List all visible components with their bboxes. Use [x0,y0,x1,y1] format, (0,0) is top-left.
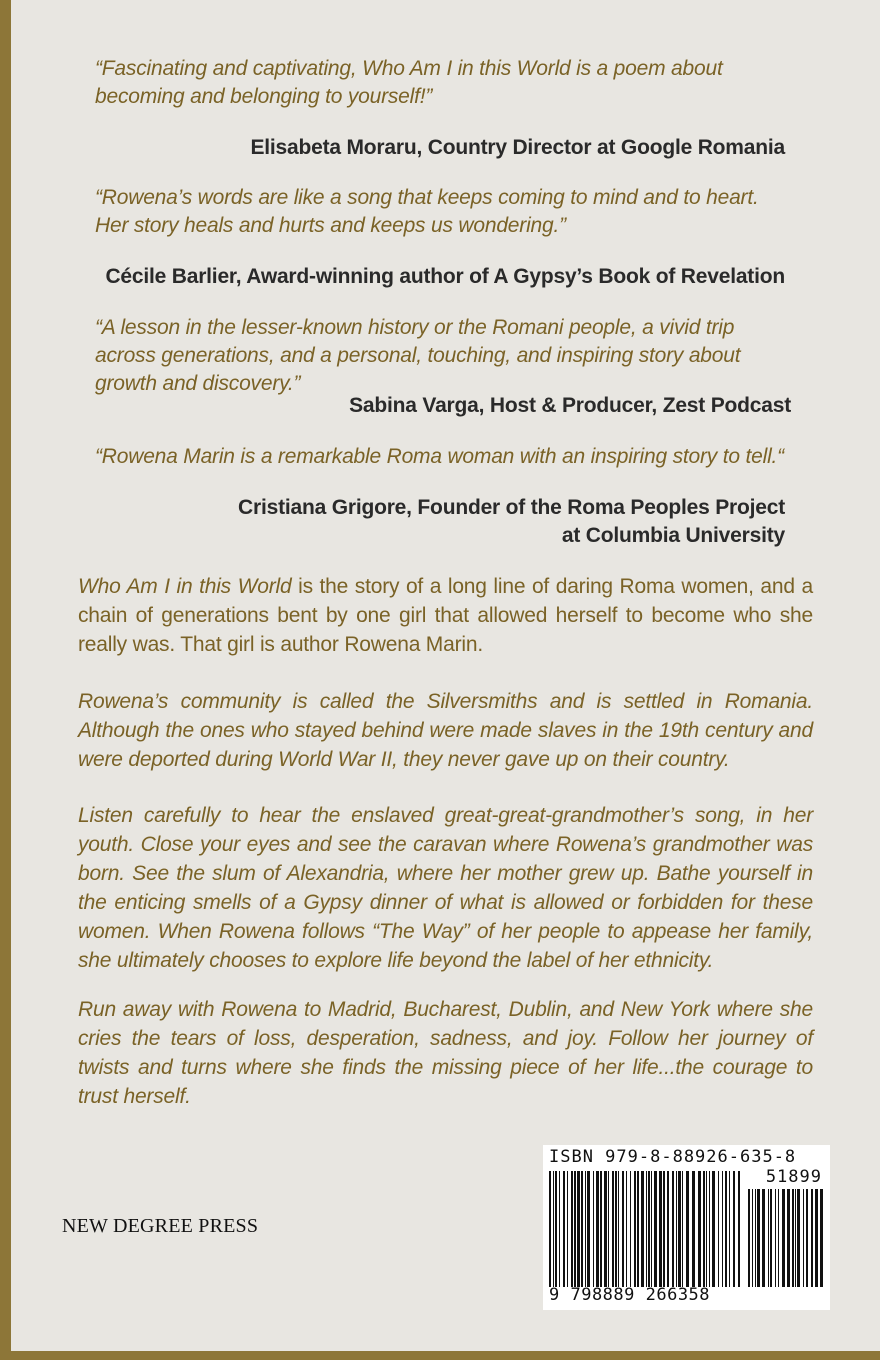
barcode-bar [733,1171,735,1287]
barcode-bar [637,1171,639,1287]
barcode-bar [622,1171,624,1287]
blurb-paragraph-1 [78,572,813,659]
barcode-bar [608,1171,609,1287]
barcode-bar [659,1171,662,1287]
ean-digits: 9 798889 266358 [549,1285,711,1305]
barcode-bar [748,1189,750,1287]
barcode-bar [663,1171,665,1287]
barcode-bar [797,1189,800,1287]
barcode-bar [768,1189,769,1287]
barcode-bar [787,1189,790,1287]
barcode-bar [626,1171,627,1287]
barcode-bar [559,1171,560,1287]
barcode-bar [553,1171,554,1287]
barcode-bar [577,1171,580,1287]
barcode-bar [612,1171,614,1287]
barcode-bar [587,1171,590,1287]
barcode-bar [795,1189,796,1287]
barcode-bar [574,1171,576,1287]
barcode-bar [630,1171,631,1287]
barcode-bar [672,1171,674,1287]
book-title-reference: Who Am I in this World [78,575,292,598]
barcode-bar [571,1171,573,1287]
barcode-bar [646,1171,647,1287]
barcode-bar [634,1171,636,1287]
barcode-bar [604,1171,607,1287]
barcode-bar [648,1171,650,1287]
blurb-paragraph-1-text: is the story of a long line of daring Roma women, and a chain of generations bent by one girl that allowed herself to become who she really was. That girl is author Rowena Marin. [78,575,813,656]
barcode-bar [820,1189,823,1287]
barcode-bar [775,1189,776,1287]
price-code-label: 51899 [765,1167,822,1187]
barcode-bar [806,1189,808,1287]
barcode-bar [585,1171,586,1287]
barcode-bar [729,1171,730,1287]
barcode-bar [581,1171,583,1287]
barcode-bar [596,1171,599,1287]
barcode-bar [752,1189,753,1287]
barcode-bar [563,1171,565,1287]
barcode-bar [654,1171,657,1287]
barcode-bar [738,1171,740,1287]
barcode-bar [678,1171,681,1287]
barcode-bar [792,1189,794,1287]
barcode-bar [803,1189,804,1287]
barcode-bar [782,1189,785,1287]
review-quote-1: “Fascinating and captivating, Who Am I in this World is a poem about becoming and belonging to yourself!” [95,57,723,108]
barcode-bar [778,1189,779,1287]
review-attribution-3: Sabina Varga, Host & Producer, Zest Podcast [349,394,791,417]
isbn-label: ISBN 979-8-88926-635-8 [549,1147,797,1167]
publisher-name: NEW DEGREE PRESS [62,1215,259,1237]
barcode-bar [692,1171,695,1287]
blurb-paragraph-3: Listen carefully to hear the enslaved great-great-grandmother’s song, in her youth. Close your eyes and see the caravan where Rowena’s grandmother was born. See the slum of Alexandria, where her mother grew up. Bathe yourself in the enticing smells of a Gypsy dinner of what is allowed or forbidden for these women. When Rowena follows “The Way” of her people to appease her family, she ultimately chooses to explore life beyond the label of her ethnicity. [78,804,813,972]
barcode-bar [682,1171,683,1287]
barcode-bar [757,1189,760,1287]
barcode-bar [725,1171,727,1287]
blurb-paragraph-4: Run away with Rowena to Madrid, Bucharest, Dublin, and New York where she cries the tears of loss, desperation, sadness, and joy. Follow her journey of twists and turns where she finds the missing piece of her life...the courage to trust herself. [78,998,813,1108]
barcode-bar [651,1171,652,1287]
blurb-paragraph-2: Rowena’s community is called the Silversmiths and is settled in Romania. Although the ones who stayed behind were made slaves in the 19th century and were deported during World War II, they never gave up on their country. [78,690,813,771]
barcode-bar [698,1171,701,1287]
barcode-bar [762,1189,765,1287]
barcode-bar [709,1171,710,1287]
barcode-bar [615,1171,617,1287]
barcode-bar [667,1171,669,1287]
barcode-bar [706,1171,707,1287]
barcode-bar [567,1171,568,1287]
barcode-bar [676,1171,677,1287]
review-attribution-2: Cécile Barlier, Award-winning author of A Gypsy’s Book of Revelation [105,265,785,288]
barcode-bar [815,1189,818,1287]
barcode-bar [770,1189,772,1287]
barcode-bar [703,1171,705,1287]
review-attribution-4: Cristiana Grigore, Founder of the Roma Peoples Project at Columbia University [238,496,785,547]
barcode-bar [755,1189,756,1287]
barcode-bar [555,1171,557,1287]
ean-barcode-bars [549,1171,741,1287]
barcode-bar [593,1171,594,1287]
review-quote-2: “Rowena’s words are like a song that keeps coming to mind and to heart. Her story heals and hurts and keeps us wondering.” [95,186,759,237]
barcode-bar [618,1171,619,1287]
price-barcode-bars [748,1189,824,1287]
review-quote-4: “Rowena Marin is a remarkable Roma woman with an inspiring story to tell.“ [95,445,784,468]
barcode-bar [686,1171,689,1287]
barcode-bar [549,1171,551,1287]
barcode-bar [811,1189,813,1287]
barcode-bar [718,1171,719,1287]
barcode-bar [722,1171,723,1287]
review-quote-3: “A lesson in the lesser-known history or the Romani people, a vivid trip across generations, and a personal, touching, and inspiring story about growth and discovery.” [95,316,741,395]
barcode-bar [641,1171,644,1287]
isbn-barcode [543,1145,830,1310]
barcode-bar [712,1171,715,1287]
barcode-bar [600,1171,602,1287]
review-attribution-1: Elisabeta Moraru, Country Director at Google Romania [250,136,785,159]
